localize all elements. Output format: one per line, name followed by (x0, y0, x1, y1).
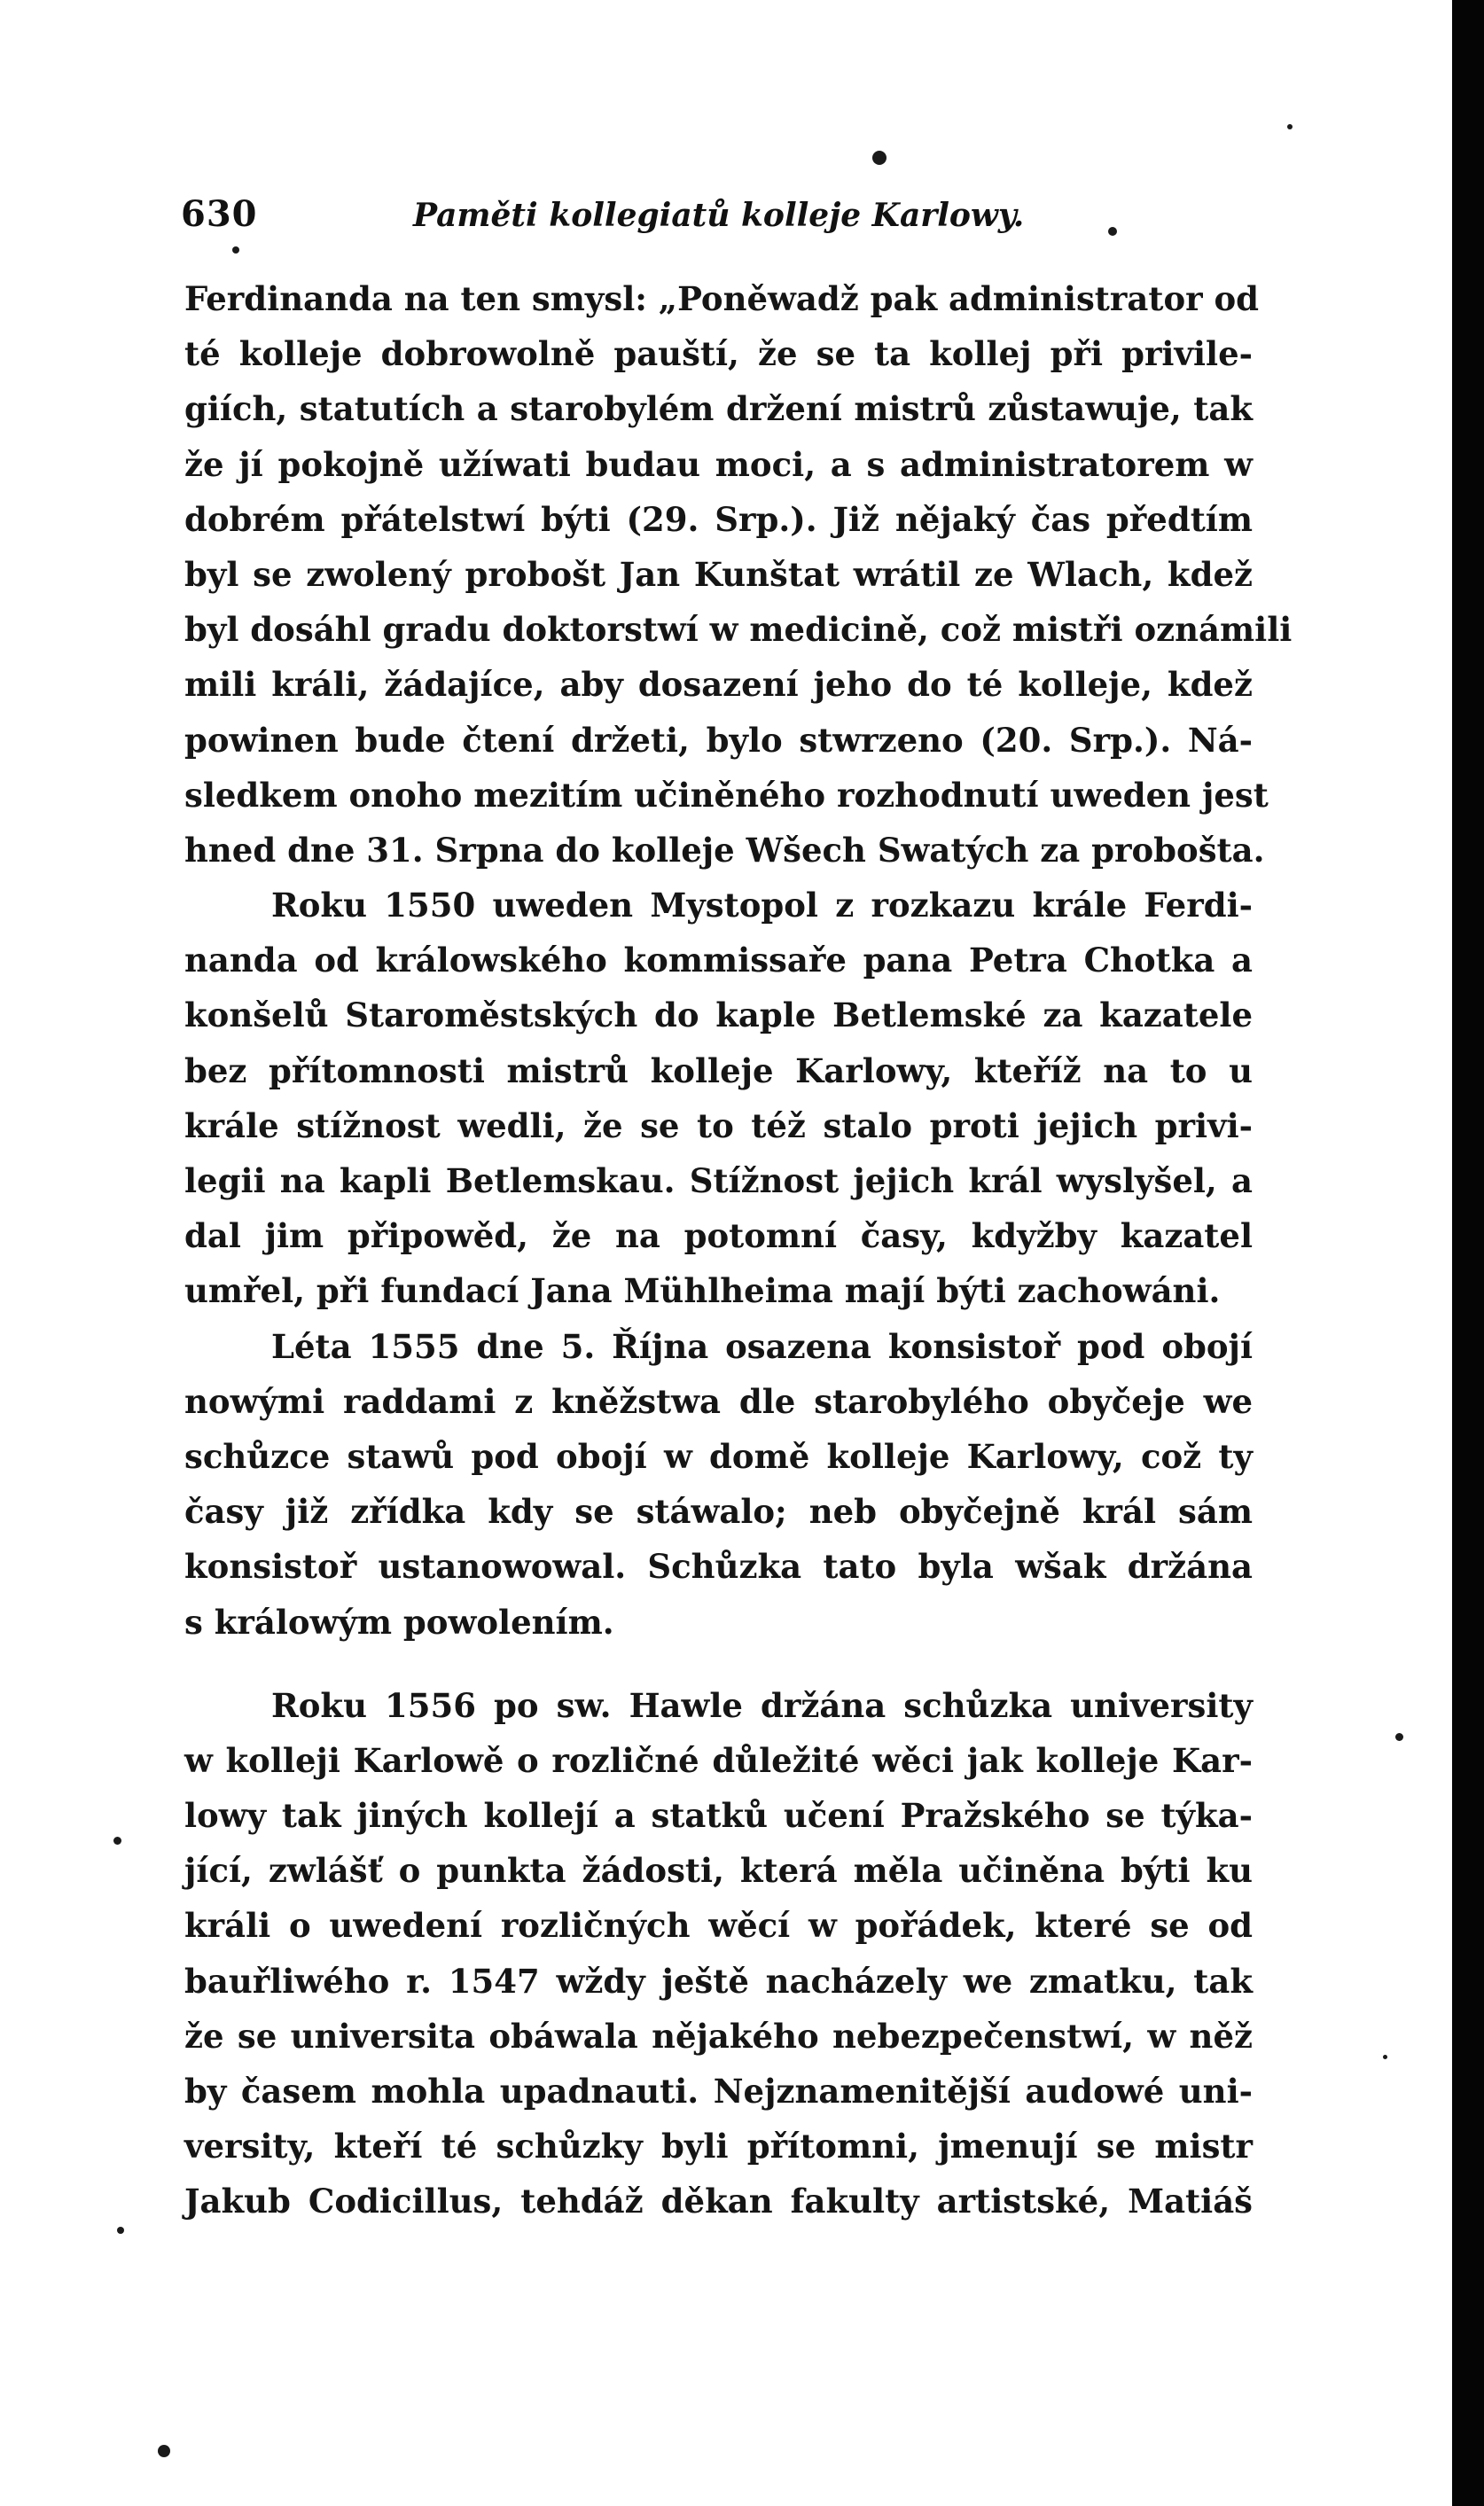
scan-speck (1383, 2055, 1387, 2059)
scan-speck (1395, 1733, 1403, 1741)
scan-speck (113, 1837, 121, 1845)
text-line: sledkem onoho mezitím učiněného rozhodnutí uweden jest (184, 775, 1269, 815)
text-line: w kolleji Karlowě o rozličné důležité wěci jak kolleje Kar- (184, 1740, 1253, 1780)
text-line: umřel, při fundací Jana Mühlheima mají býti zachowáni. (184, 1271, 1221, 1311)
text-line: s králowým powolením. (184, 1602, 614, 1642)
text-line: versity, kteří té schůzky byli přítomni, jmenují se mistr (184, 2127, 1253, 2166)
text-line: konsistoř ustanowowal. Schůzka tato byla wšak držána (184, 1547, 1253, 1587)
page-body (184, 271, 1293, 2229)
text-line: nanda od králowského kommissaře pana Petra Chotka a (184, 941, 1253, 980)
scan-speck (117, 2227, 124, 2234)
page-number: 630 (181, 193, 258, 235)
text-line: té kolleje dobrowolně pauští, že se ta kollej při privile- (184, 334, 1253, 374)
paragraph (184, 878, 1253, 1319)
text-line: lowy tak jiných kollejí a statků učení Pražského se týka- (184, 1796, 1253, 1836)
text-line: Léta 1555 dne 5. Října osazena konsistoř pod obojí (271, 1326, 1253, 1366)
text-line: bauřliwého r. 1547 wždy ještě nacházely we zmatku, tak (184, 1961, 1253, 2001)
scan-speck (158, 2445, 170, 2457)
text-line: bez přítomnosti mistrů kolleje Karlowy, kteříž na to u (184, 1050, 1253, 1090)
text-line: dal jim připowěd, že na potomní časy, kdyžby kazatel (184, 1216, 1253, 1256)
scan-speck (232, 246, 239, 254)
text-line: že se universita obáwala nějakého nebezpečenstwí, w něž (184, 2016, 1253, 2056)
paragraph (184, 1319, 1253, 1650)
text-line: nowými raddami z kněžstwa dle starobylého obyčeje we (184, 1381, 1253, 1421)
scan-speck (872, 151, 886, 165)
text-line: byl se zwolený probošt Jan Kunštat wrátil ze Wlach, kdež (184, 554, 1253, 594)
scan-edge (1452, 0, 1484, 2506)
page-header (181, 193, 1258, 246)
paragraph (184, 271, 1293, 878)
text-line: časy již zřídka kdy se stáwalo; neb obyčejně král sám (184, 1492, 1253, 1532)
text-line: Roku 1550 uweden Mystopol z rozkazu krále Ferdi- (271, 886, 1253, 925)
text-line: powinen bude čtení držeti, bylo stwrzeno (20. Srp.). Ná- (184, 720, 1253, 760)
text-line: dobrém přátelstwí býti (29. Srp.). Již nějaký čas předtím (184, 499, 1253, 539)
text-line: legii na kapli Betlemskau. Stížnost jejich král wyslyšel, a (184, 1161, 1253, 1200)
text-line: by časem mohla upadnauti. Nejznamenitější audowé uni- (184, 2072, 1253, 2111)
text-line: giích, statutích a starobylém držení mistrů zůstawuje, tak (184, 389, 1253, 429)
text-line: že jí pokojně užíwati budau moci, a s administratorem w (184, 444, 1253, 484)
text-line: konšelů Staroměstských do kaple Betlemské za kazatele (184, 995, 1253, 1035)
running-title: Paměti kollegiatů kolleje Karlowy. (413, 197, 1025, 234)
text-line: králi o uwedení rozličných wěcí w pořádek, které se od (184, 1906, 1253, 1946)
scan-speck (1287, 124, 1293, 129)
text-line: jící, zwlášť o punkta žádosti, která měla učiněna býti ku (184, 1851, 1253, 1891)
text-line: Jakub Codicillus, tehdáž děkan fakulty artistské, Matiáš (184, 2182, 1253, 2221)
text-line: schůzce stawů pod obojí w domě kolleje Karlowy, což ty (184, 1436, 1253, 1476)
text-line: Ferdinanda na ten smysl: „Poněwadž pak administrator od (184, 279, 1260, 318)
text-line: krále stížnost wedli, že se to též stalo proti jejich privi- (184, 1105, 1253, 1145)
text-line: hned dne 31. Srpna do kolleje Wšech Swatých za proboštа. (184, 830, 1265, 870)
text-line: byl dosáhl gradu doktorstwí w medicině, což mistři oznámili (184, 610, 1293, 650)
paragraph-gap (184, 1650, 1253, 1678)
text-line: Roku 1556 po sw. Hawle držána schůzka university (271, 1685, 1253, 1725)
scan-speck (1108, 227, 1117, 236)
text-line: mili králi, žádajíce, aby dosazení jeho do té kolleje, kdež (184, 665, 1253, 705)
paragraph (184, 1678, 1253, 2229)
